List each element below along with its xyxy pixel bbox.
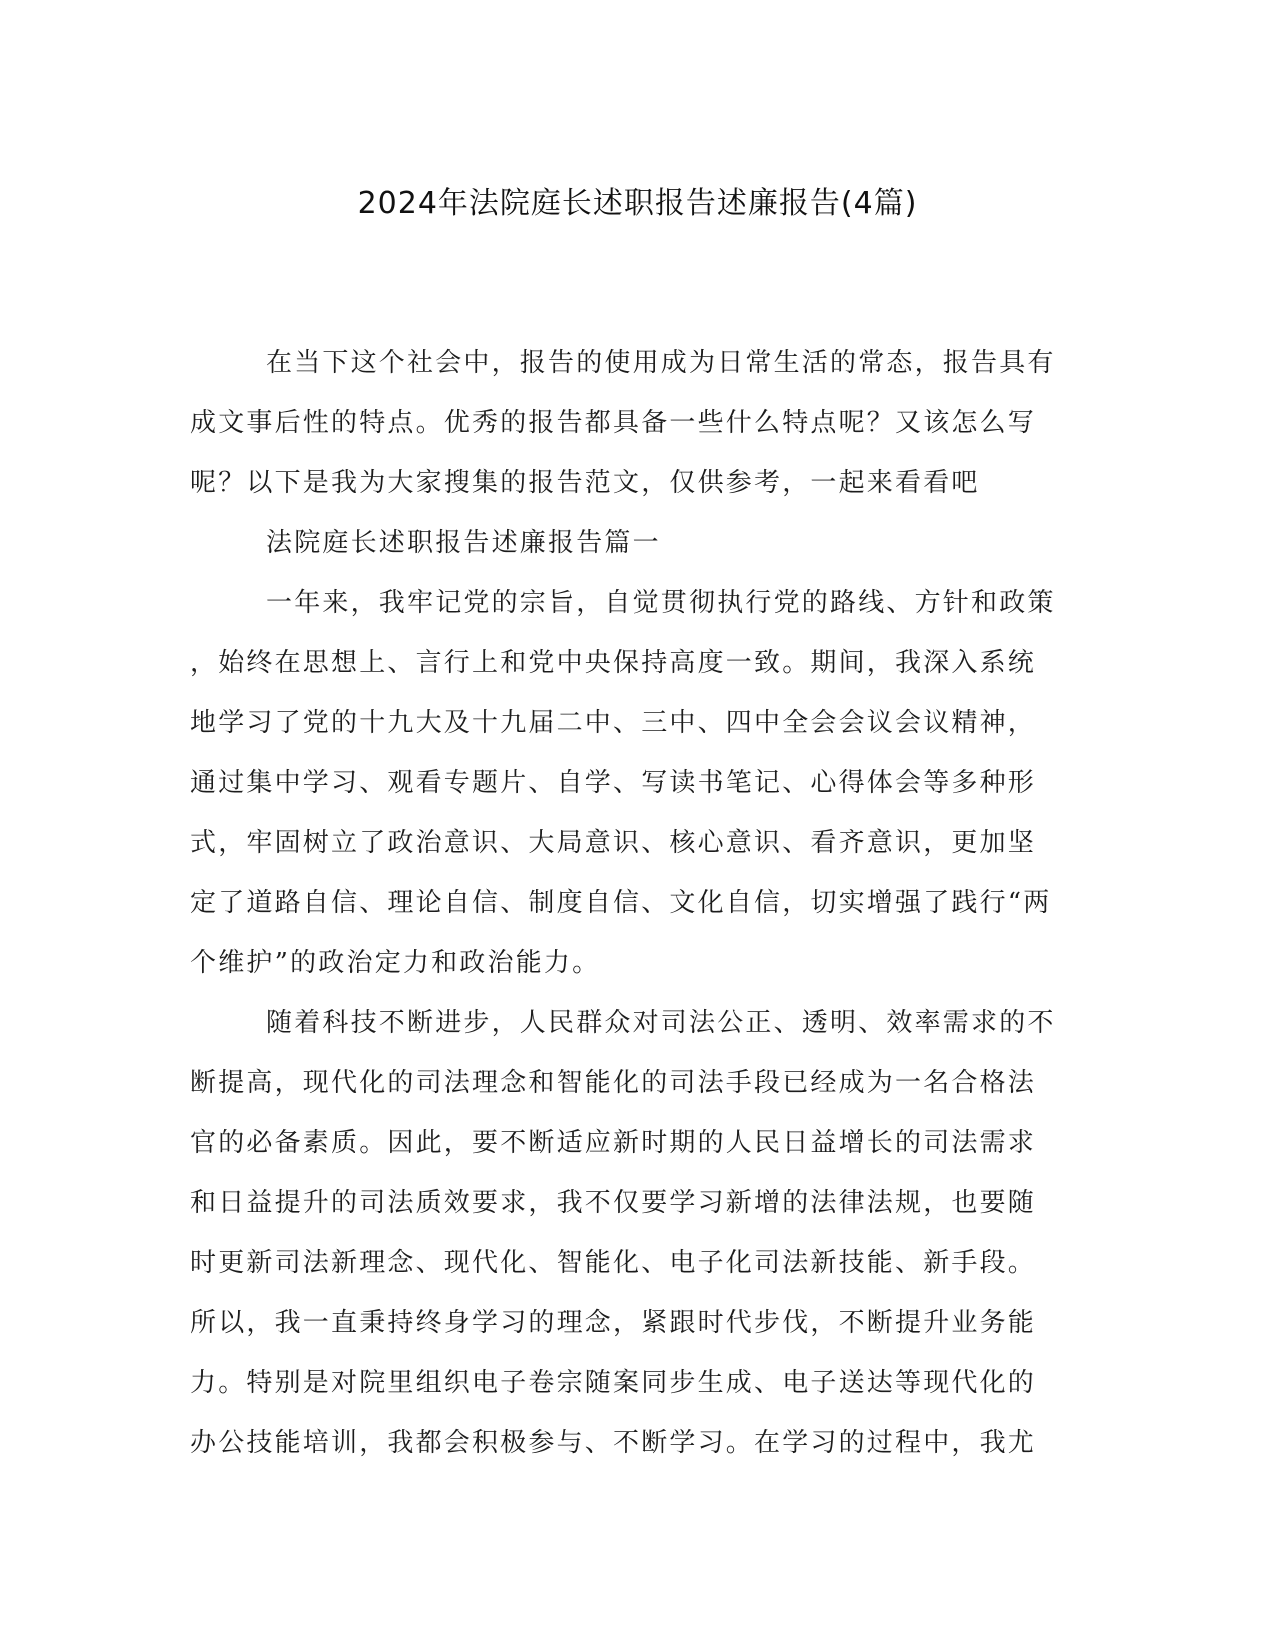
body-line-15: 办公技能培训，我都会积极参与、不断学习。在学习的过程中，我尤 — [190, 1428, 1037, 1458]
intro-line-2: 成文事后性的特点。优秀的报告都具备一些什么特点呢？又该怎么写 — [190, 408, 1037, 438]
body-line-3: 地学习了党的十九大及十九届二中、三中、四中全会会议会议精神， — [190, 708, 1037, 738]
body-line-11: 和日益提升的司法质效要求，我不仅要学习新增的法律法规，也要随 — [190, 1188, 1037, 1218]
body-line-14: 力。特别是对院里组织电子卷宗随案同步生成、电子送达等现代化的 — [190, 1368, 1037, 1398]
body-line-8: 随着科技不断进步，人民群众对司法公正、透明、效率需求的不 — [266, 1008, 1056, 1038]
document-body — [190, 333, 1080, 1473]
body-line-12: 时更新司法新理念、现代化、智能化、电子化司法新技能、新手段。 — [190, 1248, 1037, 1278]
intro-line-1: 在当下这个社会中，报告的使用成为日常生活的常态，报告具有 — [266, 348, 1056, 378]
intro-line-3: 呢？以下是我为大家搜集的报告范文，仅供参考，一起来看看吧 — [190, 468, 980, 498]
body-line-5: 式，牢固树立了政治意识、大局意识、核心意识、看齐意识，更加坚 — [190, 828, 1037, 858]
document-title: 2024年法院庭长述职报告述廉报告(4篇) — [357, 186, 918, 221]
body-line-2: ，始终在思想上、言行上和党中央保持高度一致。期间，我深入系统 — [190, 648, 1037, 678]
body-line-10: 官的必备素质。因此，要不断适应新时期的人民日益增长的司法需求 — [190, 1128, 1037, 1158]
body-line-6: 定了道路自信、理论自信、制度自信、文化自信，切实增强了践行“两 — [190, 888, 1052, 918]
body-line-7: 个维护”的政治定力和政治能力。 — [190, 948, 601, 978]
body-line-9: 断提高，现代化的司法理念和智能化的司法手段已经成为一名合格法 — [190, 1068, 1037, 1098]
body-line-13: 所以，我一直秉持终身学习的理念，紧跟时代步伐，不断提升业务能 — [190, 1308, 1037, 1338]
body-line-1: 一年来，我牢记党的宗旨，自觉贯彻执行党的路线、方针和政策 — [266, 588, 1056, 618]
section-heading: 法院庭长述职报告述廉报告篇一 — [266, 528, 661, 558]
body-line-4: 通过集中学习、观看专题片、自学、写读书笔记、心得体会等多种形 — [190, 768, 1037, 798]
